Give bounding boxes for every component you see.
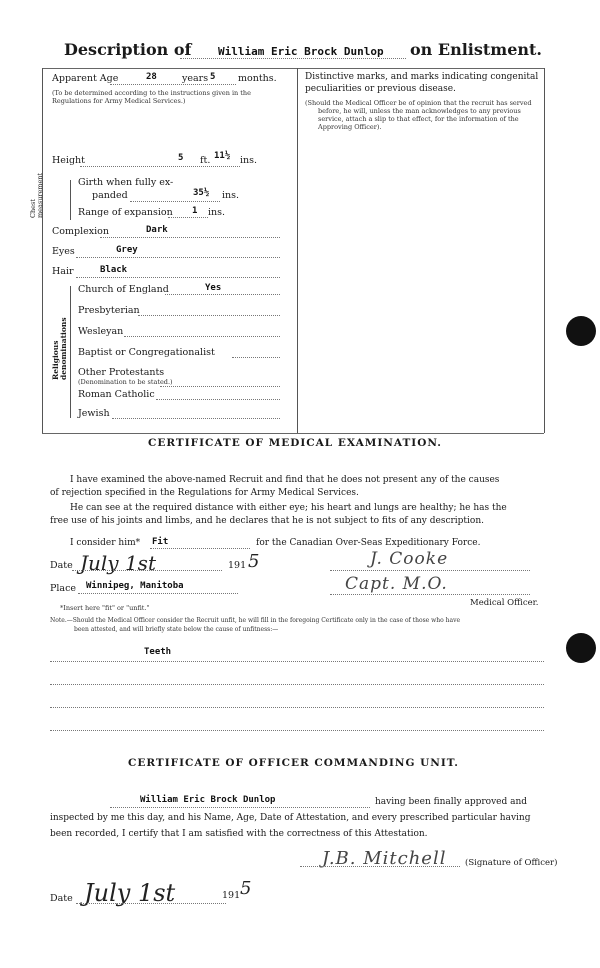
medical-para2-line1: He can see at the required distance with either eye; his heart and lungs are healthy; he has the	[70, 503, 507, 513]
officer-name-dots	[110, 807, 370, 808]
officer-line2: inspected by me this day, and his Name, Age, Date of Attestation, and every prescribed particular having	[50, 813, 531, 823]
complexion-value: Dark	[146, 225, 168, 235]
medical-officer-label: Medical Officer.	[470, 598, 539, 608]
eyes-dots	[76, 257, 280, 258]
religion-label-other-protestants: Other Protestants	[78, 367, 165, 378]
medical-date-label: Date	[50, 560, 73, 571]
height-feet-value: 5	[178, 153, 184, 163]
medical-date-dots	[72, 570, 222, 571]
girth-dots	[130, 201, 220, 202]
unfit-cause-value: Teeth	[144, 647, 172, 657]
height-dots	[80, 166, 240, 167]
ft-label: ft.	[200, 155, 211, 166]
cause-dots-3	[50, 707, 544, 708]
marks-note-4: Approving Officer).	[318, 123, 382, 131]
officer-date-dots	[76, 903, 226, 904]
cause-dots-4	[50, 730, 544, 731]
officer-line3: been recorded, I certify that I am satisfied with the correctness of this Attestation.	[50, 829, 428, 839]
chest-group-label: Chest measurement	[29, 172, 44, 218]
medical-signature-2: Capt. M.O.	[345, 574, 448, 594]
marks-heading-1: Distinctive marks, and marks indicating congenital	[305, 72, 539, 82]
expansion-value: 1	[192, 206, 198, 216]
age-years-value: 28	[146, 72, 157, 82]
medical-para1-line2: of rejection specified in the Regulations for Army Medical Services.	[50, 488, 359, 498]
age-note: (To be determined according to the instructions given in the Regulations for Army Medical Services.)	[52, 89, 251, 105]
officer-signature-dots	[300, 866, 460, 867]
eyes-label: Eyes	[52, 246, 75, 257]
punch-hole-top	[566, 316, 596, 346]
religion-label-presbyterian: Presbyterian	[78, 305, 140, 316]
apparent-age-label: Apparent Age	[52, 73, 119, 84]
medical-note-line1: Note.—Should the Medical Officer consider the Recruit unfit, he will fill in the foregoing Certificate only in the case of those who have	[50, 617, 461, 624]
medical-signature2-dots	[330, 594, 530, 595]
cause-dots-2	[50, 684, 544, 685]
officer-year-prefix: 191	[222, 890, 241, 901]
officer-date-label: Date	[50, 893, 73, 904]
other-protestants-note: (Denomination to be stated.)	[78, 378, 173, 386]
consider-dots	[150, 548, 250, 549]
officer-line1-suffix: having been finally approved and	[375, 797, 528, 807]
top-rule	[42, 68, 544, 69]
marks-note-2: before, he will, unless the man acknowledges to any previous	[318, 107, 521, 115]
eyes-value: Grey	[116, 245, 138, 255]
religion-label-wesleyan: Wesleyan	[78, 326, 124, 337]
girth-label-2: panded	[92, 190, 128, 201]
document-title	[64, 40, 191, 59]
place-value: Winnipeg, Manitoba	[86, 581, 184, 591]
medical-signature-dots	[330, 570, 530, 571]
complexion-label: Complexion	[52, 226, 109, 237]
medical-year-prefix: 191	[228, 560, 247, 571]
months-label: months.	[238, 73, 277, 84]
medical-date-value: July 1st	[80, 551, 156, 575]
section-rule	[42, 433, 544, 434]
religion-label-baptist: Baptist or Congregationalist	[78, 347, 215, 358]
ins-label: ins.	[240, 155, 258, 166]
medical-para2-line2: free use of his joints and limbs, and he declares that he is not subject to fits of any description.	[50, 516, 484, 526]
officer-signature-label: (Signature of Officer)	[465, 858, 558, 868]
place-dots	[78, 593, 238, 594]
girth-ins-label: ins.	[222, 190, 240, 201]
marks-heading-2: peculiarities or previous disease.	[305, 84, 456, 94]
religion-dots-5	[156, 399, 280, 400]
religion-label-jewish: Jewish	[78, 408, 110, 419]
age-dots	[110, 84, 236, 85]
medical-signature-1: J. Cooke	[370, 549, 449, 569]
religion-bracket	[70, 286, 71, 418]
religion-dots-6	[112, 418, 280, 419]
expansion-dots	[168, 217, 208, 218]
officer-year-digit: 5	[240, 878, 252, 899]
height-inches-value: 11½	[214, 151, 231, 161]
recruit-name-header: William Eric Brock Dunlop	[218, 45, 384, 58]
consider-suffix: for the Canadian Over-Seas Expeditionary Force.	[256, 538, 481, 548]
expansion-label: Range of expansion	[78, 207, 173, 218]
medical-certificate-heading: CERTIFICATE OF MEDICAL EXAMINATION.	[148, 437, 442, 449]
height-label: Height	[52, 155, 85, 166]
religion-label-roman-catholic: Roman Catholic	[78, 389, 155, 400]
hair-dots	[76, 277, 280, 278]
religion-dots-1	[138, 315, 280, 316]
officer-recruit-name: William Eric Brock Dunlop	[140, 795, 276, 805]
place-label: Place	[50, 583, 77, 594]
marks-note-1: (Should the Medical Officer be of opinion that the recruit has served	[305, 99, 532, 107]
religion-value-church-of-england: Yes	[205, 283, 222, 293]
officer-signature: J.B. Mitchell	[322, 848, 447, 869]
title-left: Description of	[64, 40, 192, 59]
girth-label-1: Girth when fully ex-	[78, 177, 174, 188]
religion-dots-0	[165, 294, 280, 295]
insert-fit-note: *Insert here "fit" or "unfit."	[60, 604, 150, 612]
punch-hole-bottom	[566, 633, 596, 663]
girth-value: 35½	[193, 188, 210, 198]
center-divider	[297, 68, 298, 433]
religion-label-church-of-england: Church of England	[78, 284, 169, 295]
title-right: on Enlistment.	[410, 40, 542, 59]
hair-label: Hair	[52, 266, 74, 277]
officer-date-value: July 1st	[84, 879, 176, 907]
marks-note-3: service, attach a slip to that effect, for the information of the	[318, 115, 519, 123]
religion-dots-3	[232, 357, 280, 358]
medical-note-line2: been attested, and will briefly state below the cause of unfitness:—	[74, 626, 279, 633]
religion-dots-2	[124, 336, 280, 337]
chest-bracket	[70, 180, 71, 220]
religion-dots-4	[160, 386, 280, 387]
medical-year-digit: 5	[248, 551, 260, 572]
consider-value: Fit	[152, 537, 169, 547]
left-rule	[42, 68, 43, 433]
medical-para1-line1: I have examined the above-named Recruit and find that he does not present any of the causes	[70, 475, 500, 485]
religion-group-label: Religious denominations	[51, 317, 68, 380]
right-rule	[544, 68, 545, 433]
complexion-dots	[100, 237, 280, 238]
officer-certificate-heading: CERTIFICATE OF OFFICER COMMANDING UNIT.	[128, 757, 459, 769]
cause-dots-1	[50, 661, 544, 662]
age-months-value: 5	[210, 72, 216, 82]
expansion-ins-label: ins.	[208, 207, 226, 218]
hair-value: Black	[100, 265, 128, 275]
consider-prefix: I consider him*	[70, 538, 141, 548]
title-dotted-line	[180, 58, 406, 59]
years-label: years	[182, 73, 209, 84]
